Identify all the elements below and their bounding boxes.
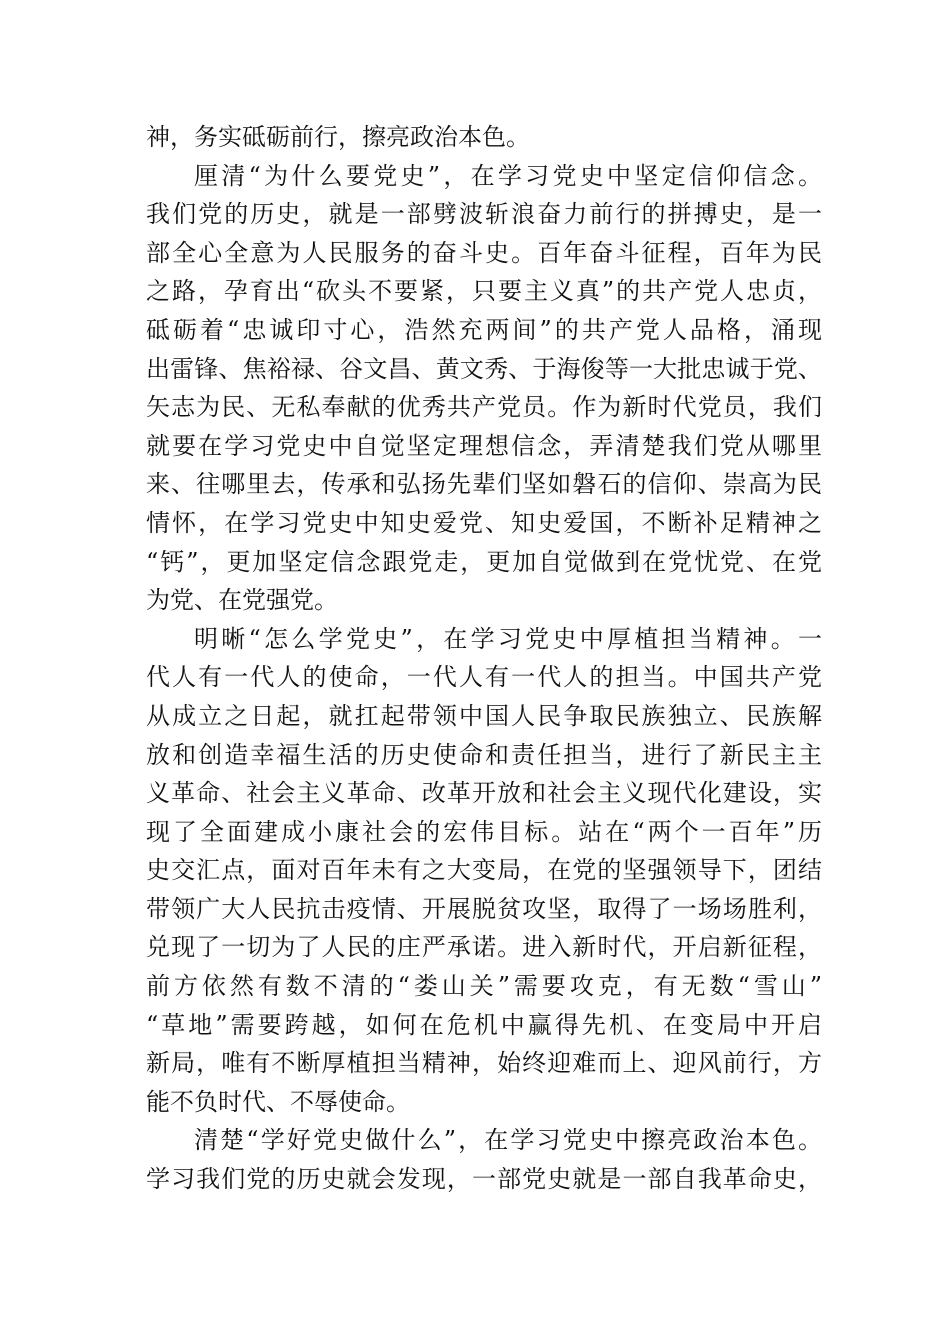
text-line: 义革命、社会主义革命、改革开放和社会主义现代化建设，实 — [146, 779, 822, 808]
text-line: 前方依然有数不清的“娄山关”需要攻克，有无数“雪山” — [146, 972, 822, 1001]
text-line: 学习我们党的历史就会发现，一部党史就是一部自我革命史， — [146, 1165, 822, 1194]
text-line: 砥砺着“忠诚印寸心，浩然充两间”的共产党人品格，涌现 — [146, 315, 822, 344]
text-line: 能不负时代、不辱使命。 — [146, 1087, 410, 1116]
text-line: 情怀，在学习党史中知史爱党、知史爱国，不断补足精神之 — [146, 508, 822, 537]
body-text — [146, 118, 822, 1199]
text-line: 出雷锋、焦裕禄、谷文昌、黄文秀、于海俊等一大批忠诚于党、 — [146, 354, 822, 383]
text-line: 神，务实砥砺前行，擦亮政治本色。 — [146, 123, 530, 151]
text-line: 为党、在党强党。 — [146, 586, 338, 615]
text-line: 部全心全意为人民服务的奋斗史。百年奋斗征程，百年为民 — [146, 238, 822, 267]
text-line: 明晰“怎么学党史”，在学习党史中厚植担当精神。一 — [194, 624, 822, 653]
text-line: 带领广大人民抗击疫情、开展脱贫攻坚，取得了一场场胜利， — [146, 894, 822, 923]
text-line: “钙”，更加坚定信念跟党走，更加自觉做到在党忧党、在党 — [146, 547, 822, 576]
text-line: 来、往哪里去，传承和弘扬先辈们坚如磐石的信仰、崇高为民 — [146, 470, 822, 499]
text-line: 史交汇点，面对百年未有之大变局，在党的坚强领导下，团结 — [146, 856, 822, 885]
text-line: 厘清“为什么要党史”，在学习党史中坚定信仰信念。 — [194, 161, 822, 190]
text-line: 矢志为民、无私奉献的优秀共产党员。作为新时代党员，我们 — [146, 393, 822, 422]
text-line: 就要在学习党史中自觉坚定理想信念，弄清楚我们党从哪里 — [146, 431, 822, 460]
text-line: 放和创造幸福生活的历史使命和责任担当，进行了新民主主 — [146, 740, 822, 769]
text-line: 新局，唯有不断厚植担当精神，始终迎难而上、迎风前行，方 — [146, 1049, 822, 1078]
text-line: 之路，孕育出“砍头不要紧，只要主义真”的共产党人忠贞， — [146, 277, 822, 306]
text-line: “草地”需要跨越，如何在危机中赢得先机、在变局中开启 — [146, 1010, 822, 1039]
text-line: 清楚“学好党史做什么”，在学习党史中擦亮政治本色。 — [194, 1126, 822, 1155]
text-line: 我们党的历史，就是一部劈波斩浪奋力前行的拼搏史，是一 — [146, 200, 822, 229]
text-line: 兑现了一切为了人民的庄严承诺。进入新时代，开启新征程， — [146, 933, 822, 962]
text-line: 从成立之日起，就扛起带领中国人民争取民族独立、民族解 — [146, 701, 822, 730]
text-line: 代人有一代人的使命，一代人有一代人的担当。中国共产党 — [146, 663, 822, 692]
text-line: 现了全面建成小康社会的宏伟目标。站在“两个一百年”历 — [146, 817, 822, 846]
